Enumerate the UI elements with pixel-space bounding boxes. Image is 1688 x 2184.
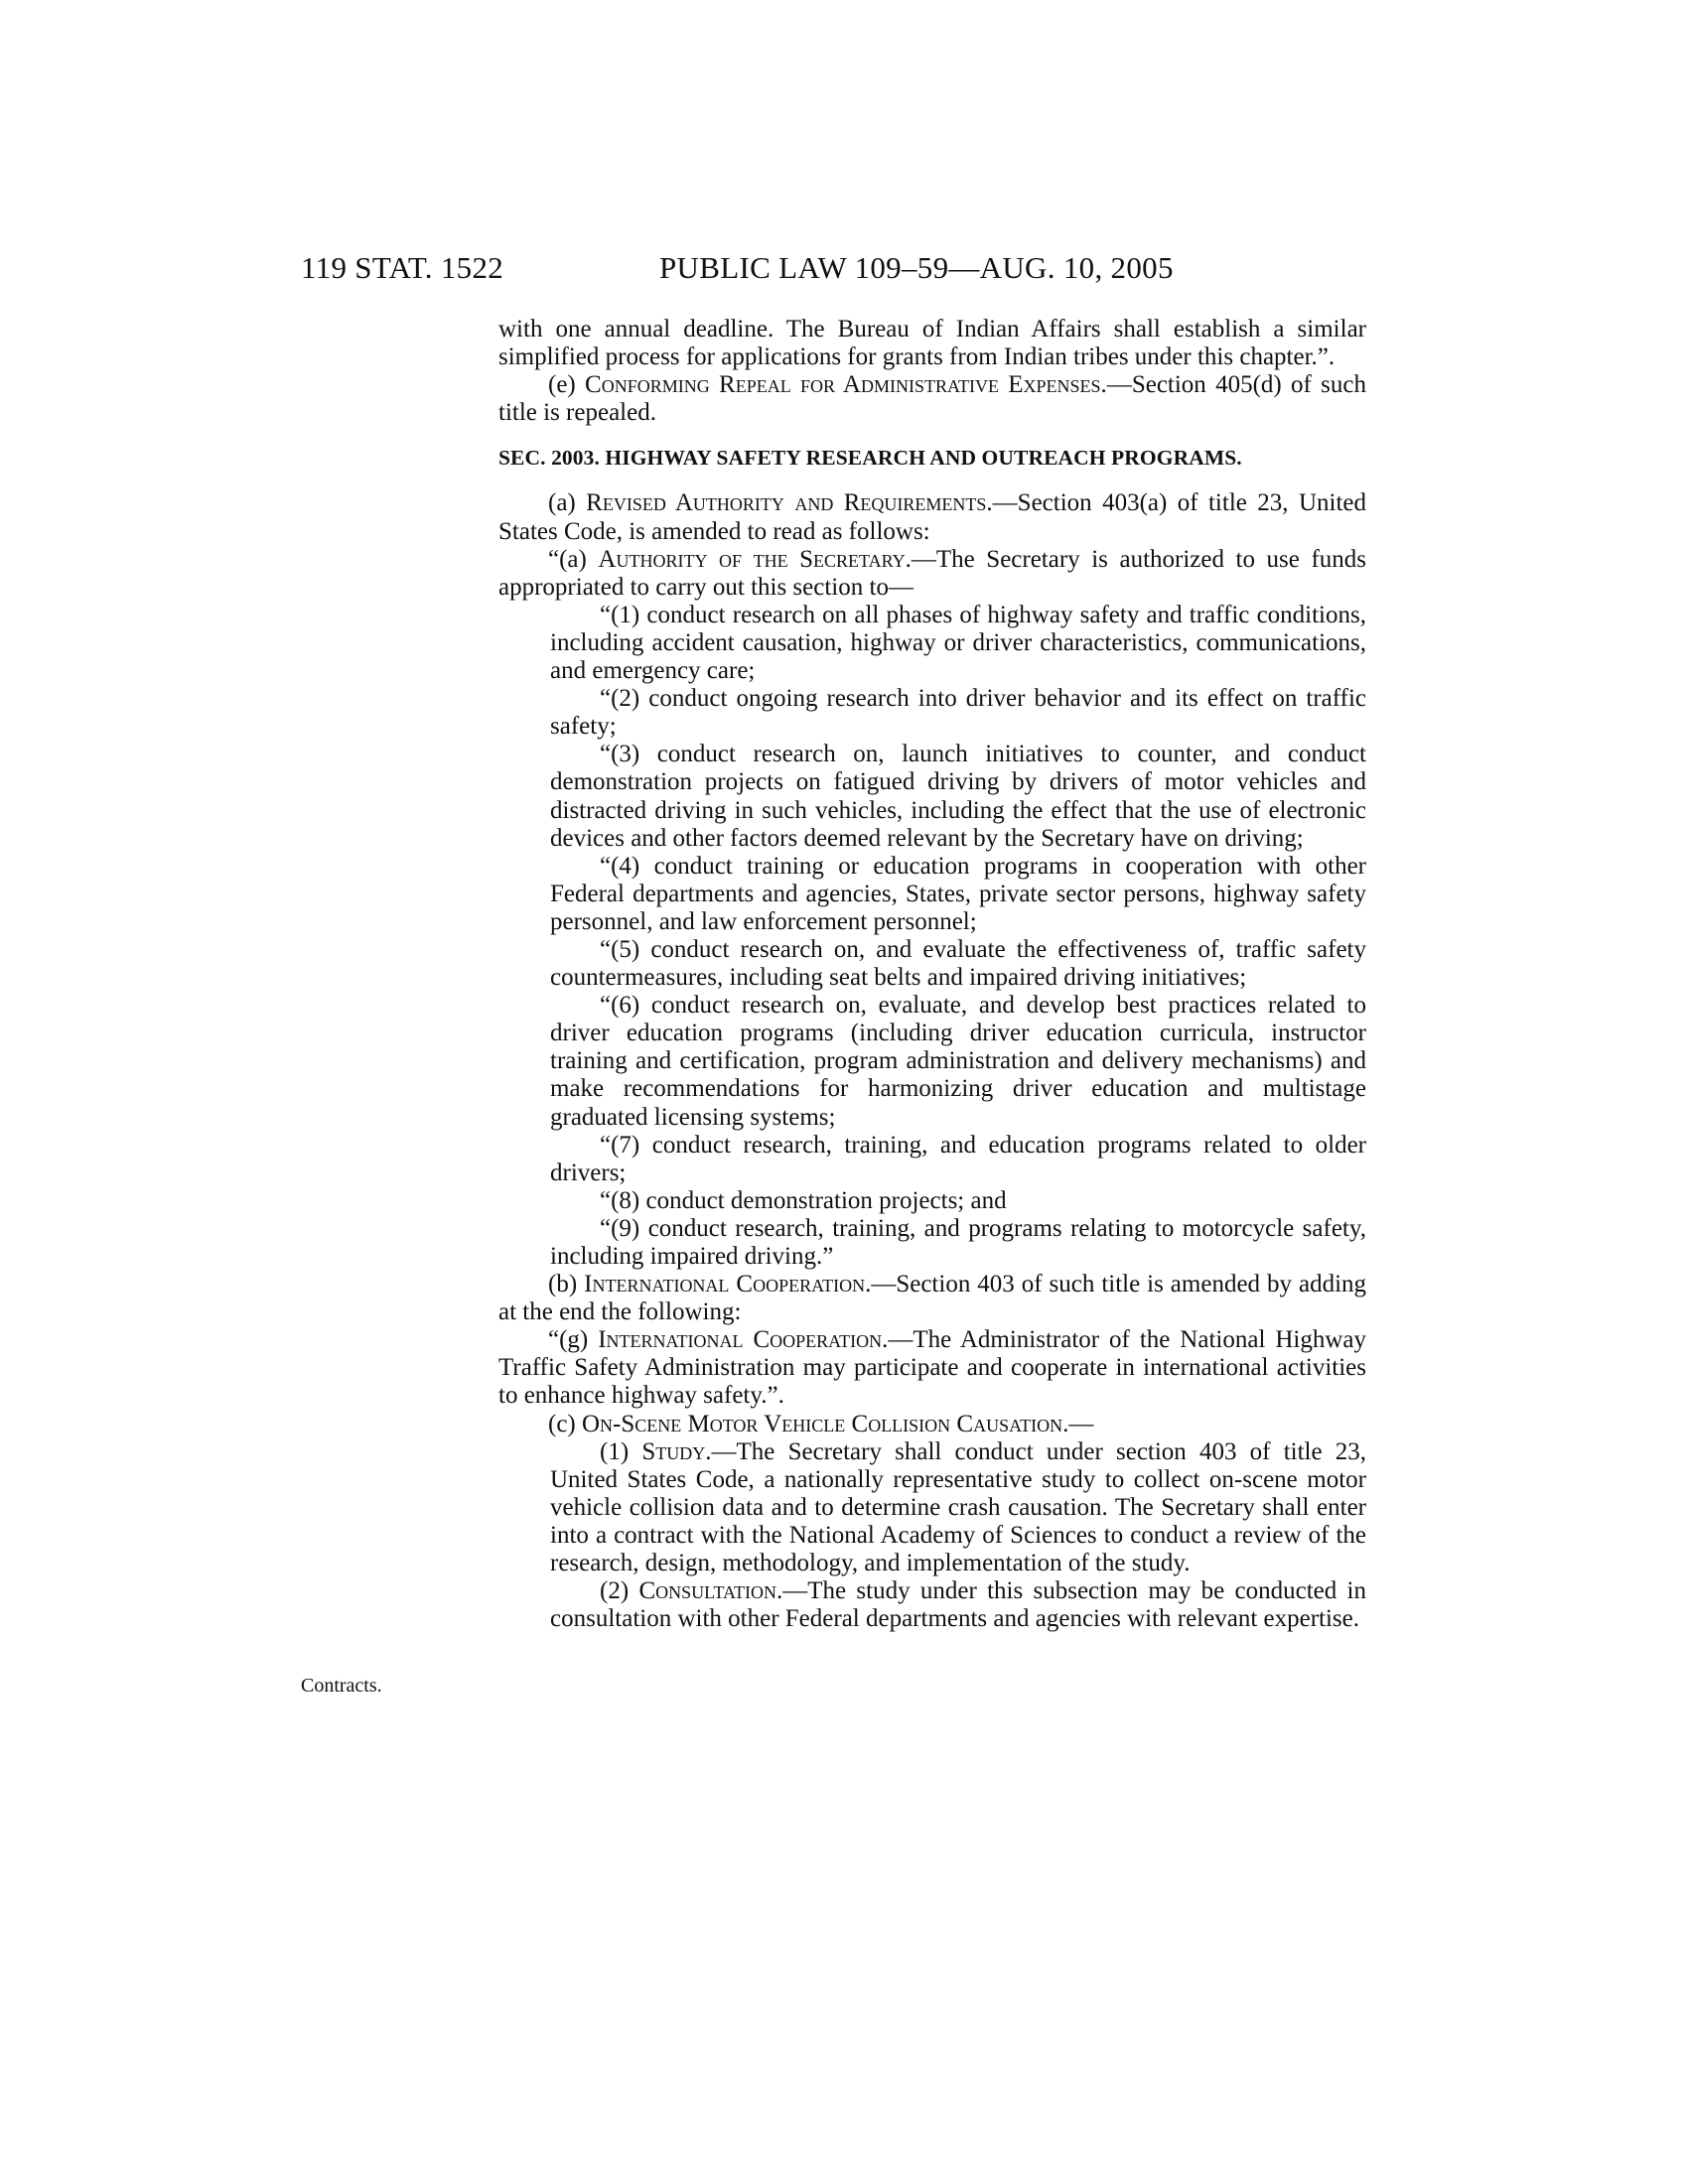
paragraph-continuation: with one annual deadline. The Bureau of Indian Affairs shall establish a similar simplified process for applications for grants from Indian tribes under this chapter.”. — [498, 316, 1366, 371]
paragraph-heading: Consultation. — [638, 1577, 783, 1605]
subsection-prefix: “(a) — [548, 545, 587, 573]
subsection-prefix: “(g) — [548, 1326, 589, 1354]
paragraph-text: —The study under this subsection may be conducted in consultation with other Federal departments and agencies with relevant expertise. — [550, 1577, 1367, 1633]
subsection-c — [498, 1411, 1366, 1438]
quoted-subsection-a — [498, 546, 1366, 602]
subsection-b — [498, 1271, 1366, 1326]
public-law-citation: PUBLIC LAW 109–59—AUG. 10, 2005 — [659, 250, 1174, 285]
paragraph-text: —Section 405(d) of such title is repealed. — [498, 371, 1366, 427]
paragraph-heading: Conforming Repeal for Administrative Expenses. — [585, 371, 1107, 399]
list-item: “(8) conduct demonstration projects; and — [600, 1186, 1007, 1214]
subsection-text: — — [1068, 1410, 1094, 1437]
section-heading: SEC. 2003. HIGHWAY SAFETY RESEARCH AND OUTREACH PROGRAMS. — [498, 446, 1242, 471]
subsection-heading: Revised Authority and Requirements. — [586, 489, 993, 517]
paragraph-prefix: (1) — [600, 1437, 630, 1465]
paragraph-text: —The Secretary shall conduct under section 403 of title 23, United States Code, a nationally representative study to collect on-scene motor vehicle collision data and to determine crash causation. The Secretary shall enter into a contract with the National Academy of Sciences to conduct a review of the research, design, methodology, and implementation of the study. — [550, 1437, 1367, 1577]
subsection-text: —Section 403 of such title is amended by adding at the end the following: — [498, 1271, 1367, 1326]
subsection-text: —The Secretary is authorized to use funds appropriated to carry out this section to— — [498, 545, 1366, 601]
subsection-text: —The Administrator of the National Highway Traffic Safety Administration may participate and cooperate in international activities to enhance highway safety.”. — [498, 1326, 1366, 1410]
paragraph-conforming-repeal — [498, 371, 1366, 427]
list-item: “(6) conduct research on, evaluate, and develop best practices related to driver education programs (including driver education curricula, instructor training and certification, program administration and delivery mechanisms) and make recommendations for harmonizing driver education and multistage graduated licensing systems; — [550, 992, 1366, 1131]
list-item: “(2) conduct ongoing research into driver behavior and its effect on traffic safety; — [550, 685, 1366, 741]
subsection-text: —Section 403(a) of title 23, United States Code, is amended to read as follows: — [498, 489, 1366, 545]
paragraph-heading: Study. — [641, 1437, 712, 1465]
body-text — [498, 316, 1366, 1633]
subsection-heading: On-Scene Motor Vehicle Collision Causation. — [582, 1410, 1069, 1437]
page-header — [0, 250, 1688, 290]
list-item: “(9) conduct research, training, and programs relating to motorcycle safety, including impaired driving.” — [550, 1214, 1366, 1270]
list-item: “(1) conduct research on all phases of highway safety and traffic conditions, including accident causation, highway or driver characteristics, communications, and emergency care; — [550, 601, 1366, 685]
statute-page-number: 119 STAT. 1522 — [301, 250, 504, 285]
subsection-prefix: (a) — [548, 489, 576, 517]
paragraph-prefix: (e) — [548, 371, 576, 399]
paragraph-prefix: (2) — [600, 1577, 630, 1605]
paragraph-study — [550, 1438, 1366, 1577]
paragraph-consultation — [550, 1577, 1366, 1633]
subsection-prefix: (c) — [548, 1410, 576, 1437]
list-item: “(5) conduct research on, and evaluate the effectiveness of, traffic safety countermeasures, including seat belts and impaired driving initiatives; — [550, 935, 1366, 992]
quoted-subsection-g — [498, 1326, 1366, 1410]
subsection-a — [498, 489, 1366, 545]
subsection-heading: International Cooperation. — [598, 1326, 889, 1354]
subsection-prefix: (b) — [548, 1271, 578, 1298]
list-item: “(4) conduct training or education programs in cooperation with other Federal departments and agencies, States, private sector persons, highway safety personnel, and law enforcement personnel; — [550, 852, 1366, 935]
margin-note-contracts: Contracts. — [301, 1675, 382, 1697]
subsection-heading: Authority of the Secretary. — [598, 545, 912, 573]
subsection-heading: International Cooperation. — [584, 1271, 872, 1298]
list-item: “(7) conduct research, training, and education programs related to older drivers; — [550, 1131, 1366, 1186]
list-item: “(3) conduct research on, launch initiatives to counter, and conduct demonstration projects on fatigued driving by drivers of motor vehicles and distracted driving in such vehicles, including the effect that the use of electronic devices and other factors deemed relevant by the Secretary have on driving; — [550, 741, 1366, 852]
